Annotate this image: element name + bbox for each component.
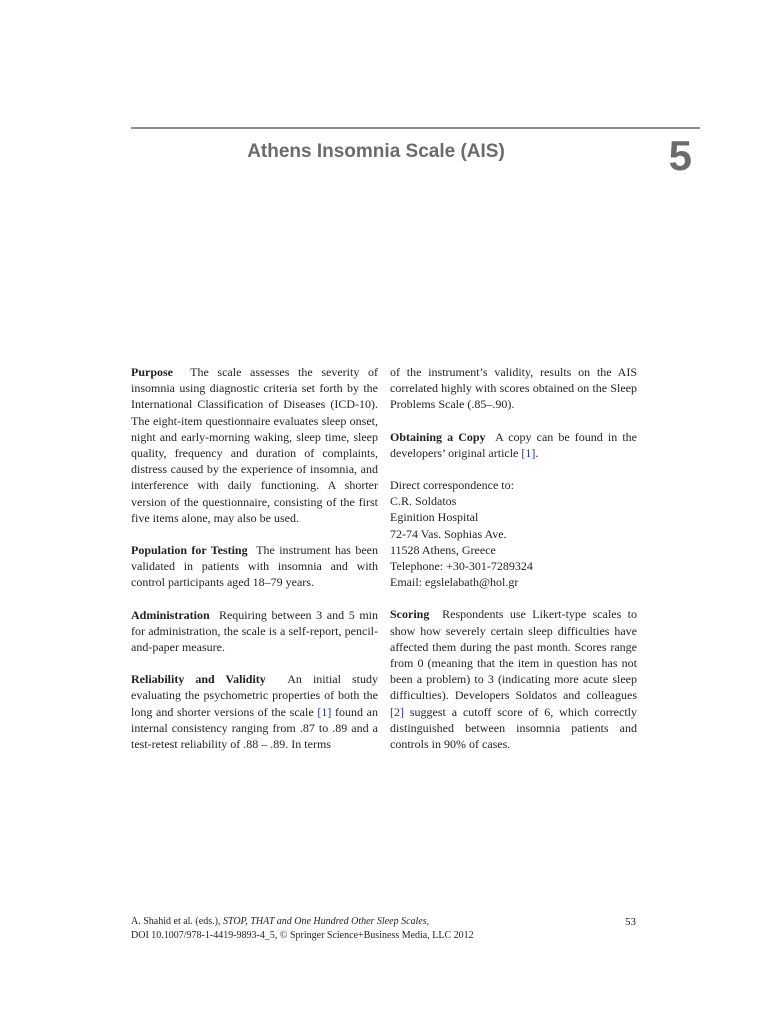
chapter-title: Athens Insomnia Scale (AIS): [247, 141, 505, 162]
correspondence-name: C.R. Soldatos: [390, 494, 457, 509]
scoring-heading: Scoring: [390, 607, 430, 622]
correspondence-intro: Direct correspondence to:: [390, 478, 514, 493]
reliability-text-2: found an internal consistency ranging from .87 to .89 and a test-retest reliability of .88 – .89. In terms: [131, 704, 378, 752]
obtaining-text: A copy can be found in the developers’ original article: [390, 429, 637, 460]
citation-link-obtaining[interactable]: [1]: [521, 445, 536, 460]
reliability-text-1: An initial study evaluating the psychometric properties of both the long and shorter versions of the scale: [131, 672, 378, 719]
left-column: [131, 364, 378, 752]
page-number: 53: [625, 916, 636, 928]
reliability-section: [131, 671, 378, 752]
obtaining-section: [390, 429, 637, 461]
population-text: The instrument has been validated in patients with insomnia and with control participants aged 18–79 years.: [131, 543, 378, 590]
footer-citation-prefix: A. Shahid et al. (eds.),: [131, 916, 221, 927]
scoring-section: [390, 606, 637, 752]
footer-doi: DOI 10.1007/978-1-4419-9893-4_5, © Springer Science+Business Media, LLC 2012: [131, 930, 474, 941]
header-rule: [131, 127, 700, 129]
purpose-text: The scale assesses the severity of insomnia using diagnostic criteria set forth by the International Classification of Diseases (ICD-10). The eight-item questionnaire evaluates sleep onset, night and early-morning waking, sleep time, sleep quality, frequency and duration of complaints, distress caused by the experience of insomnia, and interference with daily functioning. A shorter version of the questionnaire, consisting of the first five items alone, may also be used.: [131, 365, 378, 525]
administration-text: Requiring between 3 and 5 min for administration, the scale is a self-report, pencil-and-paper measure.: [131, 607, 379, 655]
purpose-heading: Purpose: [131, 365, 173, 379]
correspondence-block: [390, 477, 637, 590]
correspondence-street: 72-74 Vas. Sophias Ave.: [390, 526, 507, 541]
administration-section: [131, 607, 378, 656]
footer-citation: [131, 915, 636, 929]
citation-link-1[interactable]: [1]: [317, 704, 332, 719]
scoring-text-1: Respondents use Likert-type scales to show how severely certain sleep difficulties have affected them during the past month. Scores range from 0 (meaning that the item in question has not been a problem) to 3 (indicating more acute sleep difficulties). Developers Soldatos and colleagues: [390, 607, 638, 703]
scoring-text-2: suggest a cutoff score of 6, which correctly distinguished between insomnia patients and controls in 90% of cases.: [390, 704, 637, 752]
correspondence-telephone: Telephone: +30-301-7289324: [390, 559, 533, 574]
population-heading: Population for Testing: [131, 543, 248, 558]
citation-link-2[interactable]: [2]: [390, 704, 404, 719]
population-section: [131, 542, 378, 591]
validity-continued: of the instrument’s validity, results on the AIS correlated highly with scores obtained on the Sleep Problems Scale (.85–.90).: [390, 365, 637, 412]
footer-book-title: STOP, THAT and One Hundred Other Sleep Scales,: [222, 916, 430, 927]
purpose-section: [131, 364, 378, 526]
obtaining-text-end: .: [535, 445, 539, 460]
correspondence-city: 11528 Athens, Greece: [390, 542, 496, 557]
chapter-number: 5: [668, 132, 692, 179]
correspondence-email: Email: egslelabath@hol.gr: [390, 575, 519, 590]
correspondence-institution: Eginition Hospital: [390, 510, 479, 525]
reliability-heading: Reliability and Validity: [131, 672, 266, 687]
obtaining-heading: Obtaining a Copy: [390, 429, 486, 444]
right-column: [390, 364, 637, 752]
administration-heading: Administration: [131, 607, 210, 622]
page-footer: [131, 915, 636, 943]
